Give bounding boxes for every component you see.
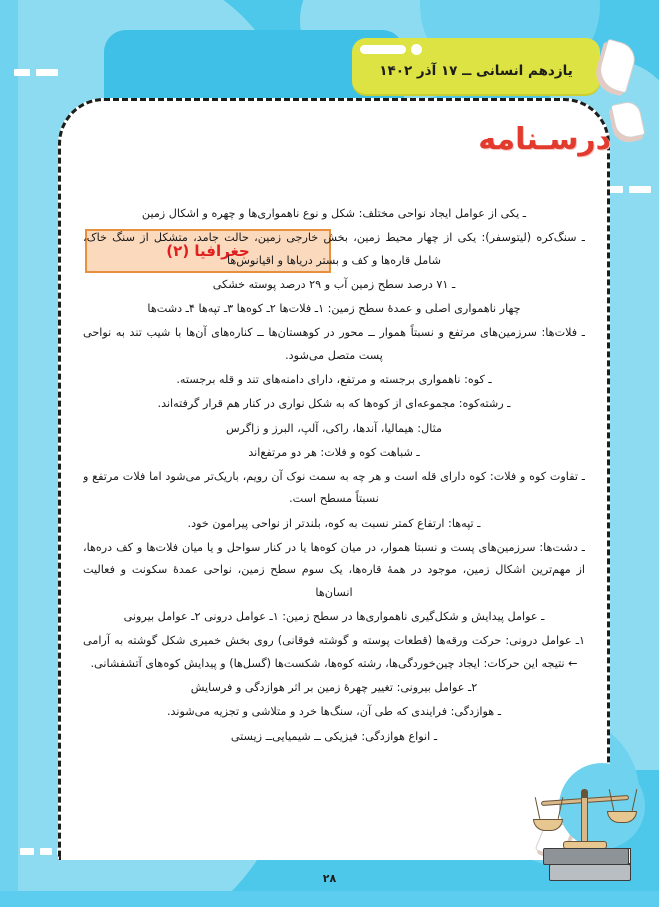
lesson-line: ـ فلات‌ها: سرزمین‌های مرتفع و نسبتاً هموار ــ محور در کوهستان‌ها ــ کناره‌های آن‌ها با شیب تند به نواحی پست متصل می‌شود. bbox=[83, 326, 585, 362]
page-title: درسـنامه bbox=[478, 122, 611, 157]
lesson-body bbox=[83, 203, 585, 844]
banner-label: یازدهم انسانی ــ ۱۷ آذر ۱۴۰۲ bbox=[379, 63, 573, 79]
lesson-line: ۲ـ عوامل بیرونی: تغییر چهرهٔ زمین بر اثر هوازدگی و فرسایش bbox=[190, 681, 478, 695]
lesson-line: ـ سنگ‌کره (لیتوسفر): یکی از چهار محیط زمین، بخش خارجی زمین، حالت جامد، متشکل از سنگ خاک، شامل قاره‌ها و کف و بستر دریاها و اقیانوس‌ها bbox=[83, 231, 585, 267]
lesson-line: ـ دشت‌ها: سرزمین‌های پست و نسبتا هموار، در میان کوه‌ها یا در کنار سواحل و یا میان فلات‌ها و کف دره‌ها، از مهم‌ترین اشکال زمین، موجود در همهٔ قاره‌ها، یک سوم سطح زمین، نواحی عمدهٔ سکونت و فعالیت انسان‌ها bbox=[83, 540, 585, 600]
lesson-line: ـ شباهت کوه و فلات: هر دو مرتفع‌اند bbox=[248, 445, 420, 459]
lesson-line: ـ ۷۱ درصد سطح زمین آب و ۲۹ درصد پوسته خشکی bbox=[212, 277, 456, 291]
scales-post-icon bbox=[581, 797, 588, 843]
page-number: ۲۸ bbox=[322, 872, 337, 885]
lesson-line: چهار ناهمواری اصلی و عمدهٔ سطح زمین: ۱ـ فلات‌ها ۲ـ کوه‌ها ۳ـ تپه‌ها ۴ـ دشت‌ها bbox=[147, 302, 521, 316]
lesson-line: ۱ـ عوامل درونی: حرکت ورقه‌ها (قطعات پوسته و گوشته فوقانی) روی بخش خمیری شکل گوشته به آرامی ← نتیجه این حرکات: ایجاد چین‌خوردگی‌ها، رشته کوه‌ها، شکست‌ها (گسل‌ها) و پیدایش کوه‌های آتشفشانی. bbox=[83, 634, 585, 670]
dash-mark-right-b bbox=[609, 186, 623, 193]
lesson-line: ـ تپه‌ها: ارتفاع کمتر نسبت به کوه، بلندتر از نواحی پیرامون خود. bbox=[187, 516, 481, 530]
lesson-line: ـ کوه: ناهمواری برجسته و مرتفع، دارای دامنه‌های تند و قله برجسته. bbox=[176, 373, 492, 387]
dash-mark-bottom-b bbox=[40, 848, 52, 855]
dash-mark-top-b bbox=[36, 69, 58, 76]
lesson-line: ـ تفاوت کوه و فلات: کوه دارای قله است و هر چه به سمت نوک آن رویم، باریک‌تر می‌شود اما فلات مرتفع و نسبتاً مسطح است. bbox=[83, 469, 585, 506]
scales-pan-left-icon bbox=[533, 819, 563, 831]
book-icon bbox=[543, 848, 629, 865]
lesson-line: ـ عوامل پیدایش و شکل‌گیری ناهمواری‌ها در سطح زمین: ۱ـ عوامل درونی ۲ـ عوامل بیرونی bbox=[123, 610, 545, 624]
subject-label: جغرافیا (۲) bbox=[166, 242, 250, 260]
dash-mark-right-a bbox=[629, 186, 651, 193]
lesson-line: ـ هوازدگی: فرایندی که طی آن، سنگ‌ها خرد و متلاشی و تجزیه می‌شوند. bbox=[166, 705, 502, 719]
dash-mark-top-a bbox=[14, 69, 30, 76]
date-banner bbox=[352, 38, 600, 94]
background-strip-left bbox=[0, 0, 18, 907]
lesson-line: ـ رشته‌کوه: مجموعه‌ای از کوه‌ها که به شکل نواری در کنار هم قرار گرفته‌اند. bbox=[157, 397, 511, 411]
footer-band bbox=[0, 891, 659, 907]
content-card bbox=[58, 98, 610, 860]
scales-cord bbox=[535, 797, 541, 819]
dash-mark-bottom-a bbox=[20, 848, 34, 855]
lesson-line: ـ انواع هوازدگی: فیزیکی ــ شیمیایی‌ــ زیستی bbox=[230, 729, 438, 743]
lesson-line: مثال: هیمالیا، آندها، راکی، آلپ، البرز و زاگرس bbox=[226, 421, 442, 435]
lesson-line: ـ یکی از عوامل ایجاد نواحی مختلف: شکل و نوع ناهمواری‌ها و چهره و اشکال زمین bbox=[141, 207, 527, 220]
